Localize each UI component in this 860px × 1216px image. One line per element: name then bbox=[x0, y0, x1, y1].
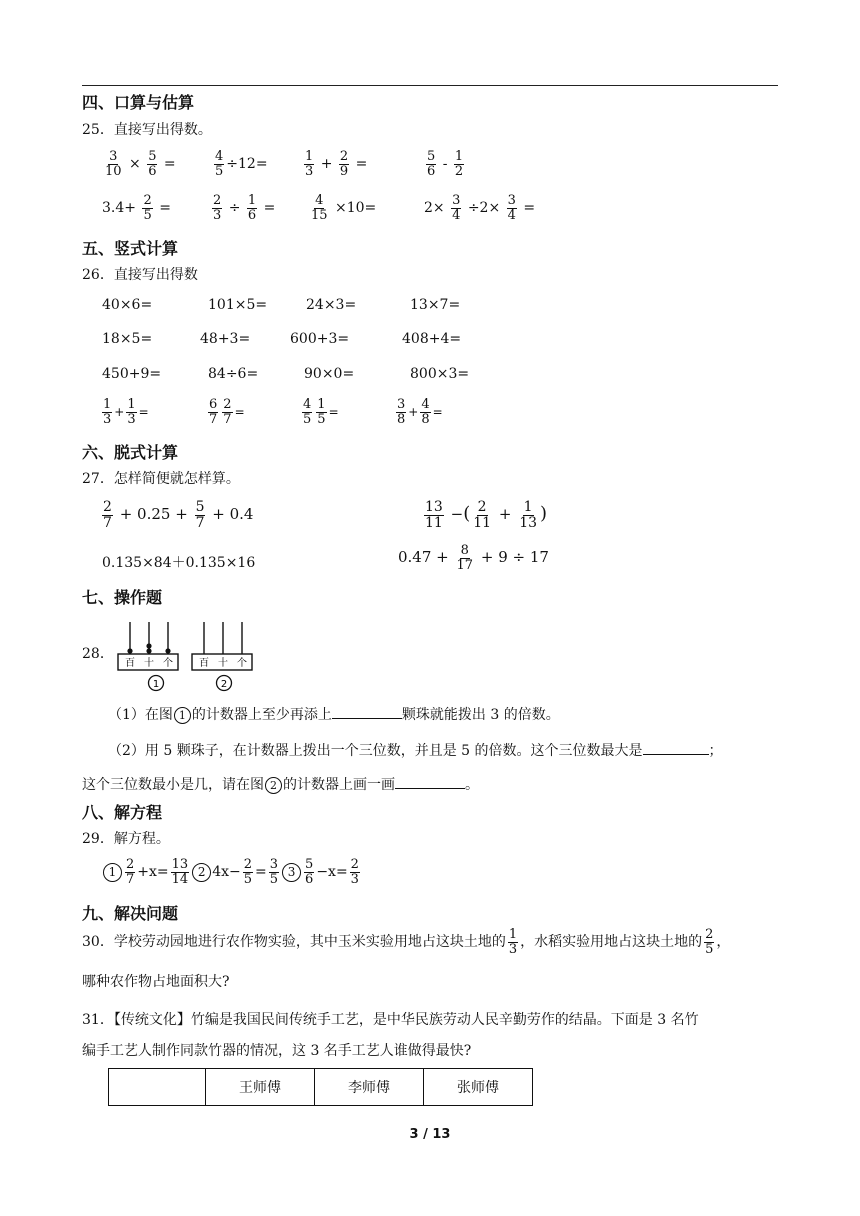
q27-expression-2: $\frac{13}{11}$ −( $\frac{2}{11}$ + $\frac{1}{13}$ ) bbox=[425, 499, 548, 531]
header-rule bbox=[82, 85, 778, 86]
bead bbox=[127, 648, 132, 653]
q26-cell: 40×6= bbox=[102, 297, 153, 313]
place-label: 百 bbox=[199, 658, 209, 669]
bead bbox=[146, 648, 151, 653]
q25-item-3: $\frac{1}{3}$ + $\frac{2}{9}$ = bbox=[305, 149, 368, 179]
craftsman-table bbox=[108, 1068, 533, 1106]
q26-cell: 450+9= bbox=[102, 366, 162, 382]
q25-item-5: 3.4+ $\frac{2}{5}$ = bbox=[102, 193, 171, 223]
table-header-cell: 王师傅 bbox=[206, 1069, 315, 1106]
question-31-line-2: 编手工艺人制作同款竹器的情况，这 3 名手工艺人谁做得最快? bbox=[82, 1043, 472, 1059]
question-31-line-1: 31．【传统文化】竹编是我国民间传统手工艺，是中华民族劳动人民辛勤劳作的结晶。下面是 3 名竹 bbox=[82, 1012, 699, 1028]
abacus-figures bbox=[114, 616, 256, 692]
q25-item-1: $\frac{3}{10}$ × $\frac{5}{6}$ = bbox=[105, 149, 176, 179]
q27-expression-3: 0.135×84＋0.135×16 bbox=[102, 555, 256, 571]
q28-part-1: （1）在图 1 的计数器上至少再添上 颗珠就能拨出 3 的倍数。 bbox=[108, 707, 560, 723]
figure-mark-2: 2 bbox=[220, 679, 228, 690]
q26-cell: 90×0= bbox=[304, 366, 355, 382]
q26-cell: 408+4= bbox=[402, 331, 462, 347]
q26-cell: 13×7= bbox=[410, 297, 461, 313]
question-27-title: 27．怎样简便就怎样算。 bbox=[82, 471, 240, 487]
place-label: 十 bbox=[218, 658, 228, 669]
section-heading-4: 四、口算与估算 bbox=[82, 93, 195, 112]
q25-item-6: $\frac{2}{3}$ ÷ $\frac{1}{6}$ = bbox=[213, 193, 276, 223]
table-header-cell bbox=[109, 1069, 206, 1106]
q28-part-2-continued: 这个三位数最小是几，请在图 2 的计数器上画一画 。 bbox=[82, 777, 479, 793]
question-29-title: 29．解方程。 bbox=[82, 831, 170, 847]
table-header-row bbox=[109, 1069, 533, 1106]
section-heading-9: 九、解决问题 bbox=[82, 904, 179, 923]
q26-fraction-item: $\frac{1}{3}$ + $\frac{1}{3}$ = bbox=[103, 397, 149, 427]
question-26-title: 26．直接写出得数 bbox=[82, 267, 198, 283]
figure-mark-1: 1 bbox=[152, 679, 160, 690]
answer-blank[interactable] bbox=[643, 742, 709, 755]
place-label: 百 bbox=[125, 658, 135, 669]
question-25-title: 25．直接写出得数。 bbox=[82, 122, 212, 138]
page-number: 3 / 13 bbox=[409, 1127, 451, 1142]
q27-expression-1: $\frac{2}{7}$ + 0.25 + $\frac{5}{7}$ + 0.4 bbox=[103, 499, 254, 531]
q27-expression-4: 0.47 + $\frac{8}{17}$ + 9 ÷ 17 bbox=[398, 543, 549, 573]
table-header-cell: 张师傅 bbox=[424, 1069, 533, 1106]
q26-cell: 24×3= bbox=[306, 297, 357, 313]
place-label: 个 bbox=[163, 658, 173, 669]
q28-part-2: （2）用 5 颗珠子，在计数器上拨出一个三位数，并且是 5 的倍数。这个三位数最大是 ； bbox=[108, 743, 723, 759]
table-header-cell: 李师傅 bbox=[315, 1069, 424, 1106]
question-30-line-1: 30．学校劳动园地进行农作物实验，其中玉米实验用地占这块土地的 $\frac{1}{3}$ ，水稻实验用地占这块土地的 $\frac{2}{5}$ ， bbox=[82, 927, 731, 957]
q26-cell: 18×5= bbox=[102, 331, 153, 347]
bead bbox=[146, 643, 151, 648]
answer-blank[interactable] bbox=[332, 706, 402, 719]
q29-equations: 1 $\frac{2}{7}$ +x= $\frac{13}{14}$ 2 4x− $\frac{2}{5}$ = $\frac{3}{5}$ 3 $\frac{5}{6}$ −x= $\frac{2}{3}$ bbox=[102, 858, 362, 886]
question-30-line-2: 哪种农作物占地面积大? bbox=[82, 974, 230, 990]
q25-item-8: 2× $\frac{3}{4}$ ÷2× $\frac{3}{4}$ = bbox=[424, 193, 536, 223]
q26-fraction-item: $\frac{3}{8}$ + $\frac{4}{8}$ = bbox=[397, 397, 443, 427]
section-heading-7: 七、操作题 bbox=[82, 588, 163, 607]
question-28-number: 28． bbox=[82, 646, 114, 662]
q26-cell: 800×3= bbox=[410, 366, 470, 382]
q25-item-2: $\frac{4}{5}$ ÷12= bbox=[215, 149, 268, 179]
q26-cell: 600+3= bbox=[290, 331, 350, 347]
q25-item-4: $\frac{5}{6}$ - $\frac{1}{2}$ bbox=[427, 149, 464, 179]
place-label: 十 bbox=[144, 658, 154, 669]
q26-cell: 48+3= bbox=[200, 331, 251, 347]
section-heading-6: 六、脱式计算 bbox=[82, 443, 179, 462]
answer-blank[interactable] bbox=[395, 776, 465, 789]
place-label: 个 bbox=[237, 658, 247, 669]
q26-cell: 84÷6= bbox=[208, 366, 259, 382]
q26-cell: 101×5= bbox=[208, 297, 268, 313]
q25-item-7: $\frac{4}{15}$ ×10= bbox=[311, 193, 377, 223]
section-heading-8: 八、解方程 bbox=[82, 803, 163, 822]
section-heading-5: 五、竖式计算 bbox=[82, 239, 179, 258]
q26-fraction-item: $\frac{6}{7}$ $\frac{2}{7}$ = bbox=[209, 397, 245, 427]
bead bbox=[165, 648, 170, 653]
q26-fraction-item: $\frac{4}{5}$ $\frac{1}{5}$ = bbox=[303, 397, 339, 427]
